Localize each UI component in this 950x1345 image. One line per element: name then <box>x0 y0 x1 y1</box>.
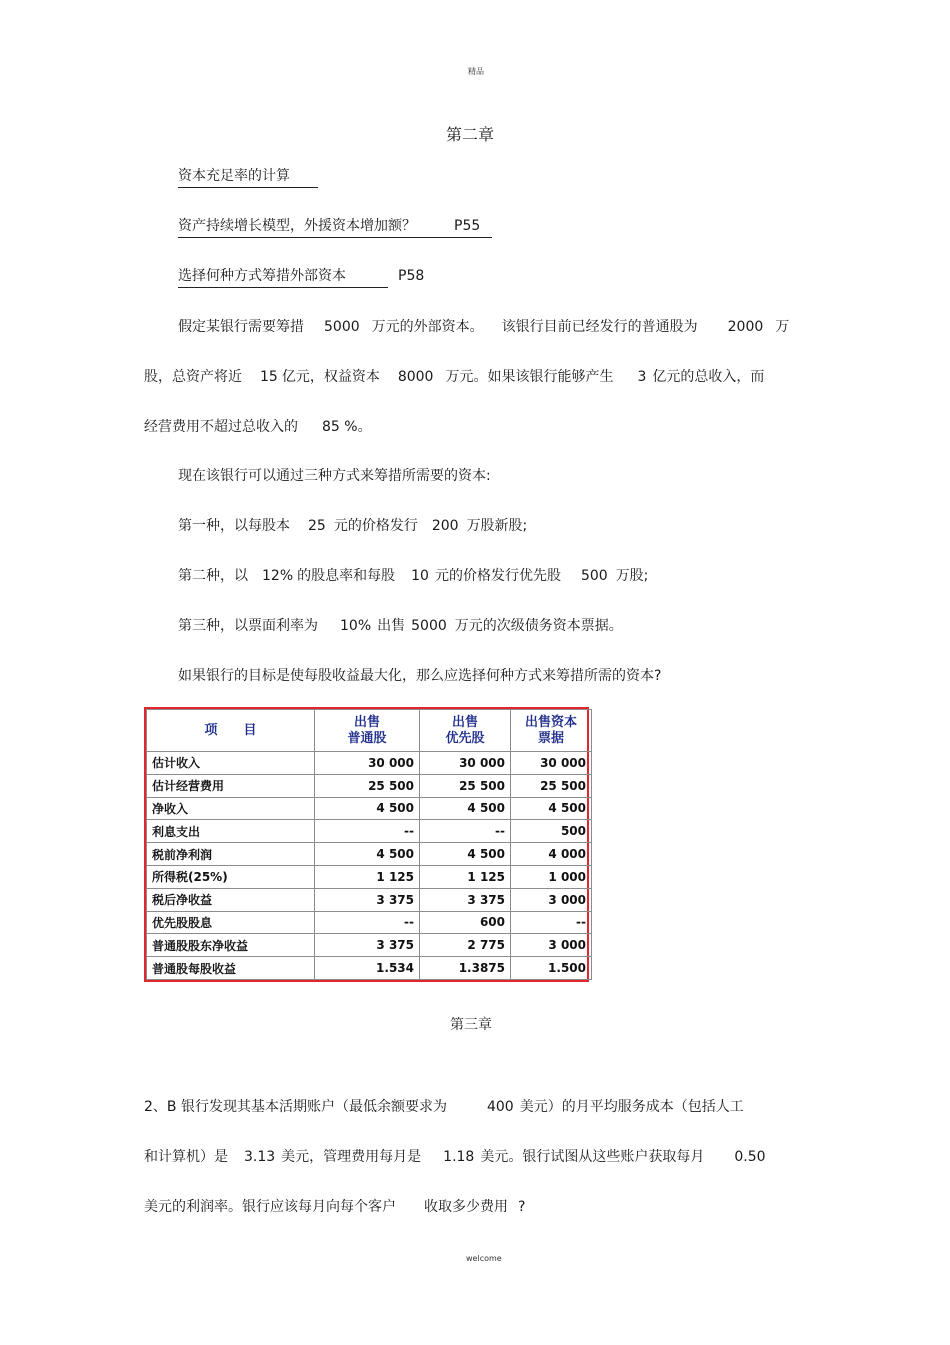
amount: 400 <box>486 1099 514 1115</box>
table-row <box>147 843 592 866</box>
text: 万元。如果该银行能够产生 <box>445 369 614 385</box>
text: 假定某银行需要筹措 <box>178 319 304 335</box>
text: ? <box>518 1199 526 1215</box>
text: 收取多少费用 <box>424 1199 508 1215</box>
para2: 现在该银行可以通过三种方式来筹措所需要的资本: <box>178 468 491 484</box>
row-value: 30 000 <box>420 752 511 775</box>
para1-line3 <box>144 416 372 436</box>
financing-comparison-table <box>144 707 589 982</box>
row-value: 1 125 <box>420 865 511 888</box>
text: 2、B 银行发现其基本活期账户（最低余额要求为 <box>144 1099 447 1115</box>
amount: 10% <box>340 618 372 634</box>
row-value: 4 500 <box>315 797 420 820</box>
row-value: 1 125 <box>315 865 420 888</box>
topic-text: 资本充足率的计算 <box>178 168 290 184</box>
row-value: -- <box>315 911 420 934</box>
table-row <box>147 820 592 843</box>
amount: 8000 <box>397 369 434 385</box>
header-preferred-stock: 出售 优先股 <box>420 710 511 752</box>
header-item: 项 目 <box>147 710 315 752</box>
text: 万股; <box>615 568 649 584</box>
topic-ref: P58 <box>398 268 425 284</box>
amount: 3 <box>637 369 647 385</box>
table-row <box>147 752 592 775</box>
amount: 2000 <box>727 319 764 335</box>
row-value: 25 500 <box>420 774 511 797</box>
topic-growth-model <box>178 215 492 238</box>
amount: 5000 <box>324 319 360 335</box>
row-value: 1.3875 <box>420 957 511 980</box>
text: 万 <box>775 319 790 335</box>
chapter-3-title: 第三章 <box>450 1017 492 1033</box>
text: 万元的次级债务资本票据。 <box>454 618 623 634</box>
row-value: 4 500 <box>420 797 511 820</box>
text: 经营费用不超过总收入的 <box>144 419 298 435</box>
q2-line3 <box>144 1196 525 1216</box>
option-2 <box>178 565 648 585</box>
header-capital-notes: 出售资本 票据 <box>511 710 592 752</box>
row-value: 1.500 <box>511 957 592 980</box>
amount: 12% <box>262 568 294 584</box>
topic-text: 资产持续增长模型，外援资本增加额？ <box>178 218 416 234</box>
para1-line2 <box>144 366 764 386</box>
amount: 10 <box>411 568 429 584</box>
row-value: 600 <box>420 911 511 934</box>
row-value: 4 000 <box>511 843 592 866</box>
table-row <box>147 774 592 797</box>
text: 和计算机）是 <box>144 1149 228 1165</box>
row-value: 25 500 <box>511 774 592 797</box>
text: 美元）的月平均服务成本（包括人工 <box>519 1099 744 1115</box>
topic-text: 选择何种方式筹措外部资本 <box>178 265 388 288</box>
row-value: 500 <box>511 820 592 843</box>
row-value: 3 375 <box>420 888 511 911</box>
amount: 25 <box>308 518 326 534</box>
amount: 200 <box>431 518 459 534</box>
chapter-2-title: 第二章 <box>446 125 495 144</box>
text: 第一种，以每股本 <box>178 518 290 534</box>
amount: 0.50 <box>734 1149 766 1165</box>
page-header: 精品 <box>468 67 484 76</box>
row-value: -- <box>420 820 511 843</box>
q2-line1 <box>144 1096 744 1116</box>
text: 亿元，权益资本 <box>281 369 380 385</box>
text: 第二种，以 <box>178 568 248 584</box>
row-label: 所得税(25%) <box>147 865 315 888</box>
row-label: 税后净收益 <box>147 888 315 911</box>
row-label: 普通股每股收益 <box>147 957 315 980</box>
text: 万元的外部资本。 <box>371 319 484 335</box>
row-value: -- <box>511 911 592 934</box>
table-row <box>147 888 592 911</box>
row-label: 利息支出 <box>147 820 315 843</box>
text: 美元。银行试图从这些账户获取每月 <box>480 1149 705 1165</box>
text: 股，总资产将近 <box>144 369 242 385</box>
amount: 15 <box>260 369 278 385</box>
amount: 5000 <box>411 618 447 634</box>
amount: 500 <box>580 568 608 584</box>
text: 该银行目前已经发行的普通股为 <box>501 319 698 335</box>
question: 如果银行的目标是使每股收益最大化，那么应选择何种方式来筹措所需的资本? <box>178 668 662 684</box>
text: 美元，管理费用每月是 <box>281 1149 422 1165</box>
text: 亿元的总收入，而 <box>652 369 765 385</box>
row-value: 4 500 <box>420 843 511 866</box>
amount: 85 %。 <box>322 419 372 435</box>
table-row <box>147 957 592 980</box>
text: 出售 <box>377 618 406 634</box>
amount: 3.13 <box>244 1149 276 1165</box>
row-label: 净收入 <box>147 797 315 820</box>
table-row <box>147 934 592 957</box>
row-label: 估计经营费用 <box>147 774 315 797</box>
row-value: 25 500 <box>315 774 420 797</box>
row-label: 估计收入 <box>147 752 315 775</box>
amount: 1.18 <box>443 1149 475 1165</box>
row-value: 3 000 <box>511 888 592 911</box>
row-value: 1.534 <box>315 957 420 980</box>
table-row <box>147 911 592 934</box>
row-label: 普通股股东净收益 <box>147 934 315 957</box>
row-value: 30 000 <box>511 752 592 775</box>
topic-ref: P55 <box>454 218 481 234</box>
row-value: -- <box>315 820 420 843</box>
text: 万股新股; <box>466 518 528 534</box>
text: 美元的利润率。银行应该每月向每个客户 <box>144 1199 396 1215</box>
para1-line1 <box>178 316 789 336</box>
text: 元的价格发行 <box>333 518 418 534</box>
topic-capital-ratio <box>178 165 318 188</box>
option-3 <box>178 615 623 635</box>
row-value: 2 775 <box>420 934 511 957</box>
text: 第三种，以票面利率为 <box>178 618 318 634</box>
topic-external-capital <box>178 265 424 288</box>
row-value: 3 000 <box>511 934 592 957</box>
page-footer: welcome <box>466 1254 502 1263</box>
row-value: 3 375 <box>315 888 420 911</box>
table-row <box>147 865 592 888</box>
header-common-stock: 出售 普通股 <box>315 710 420 752</box>
row-value: 4 500 <box>511 797 592 820</box>
row-label: 优先股股息 <box>147 911 315 934</box>
text: 元的价格发行优先股 <box>434 568 561 584</box>
table-header-row <box>147 710 592 752</box>
row-value: 30 000 <box>315 752 420 775</box>
text: 的股息率和每股 <box>297 568 396 584</box>
row-value: 4 500 <box>315 843 420 866</box>
row-value: 1 000 <box>511 865 592 888</box>
option-1 <box>178 515 527 535</box>
row-label: 税前净利润 <box>147 843 315 866</box>
q2-line2 <box>144 1146 766 1166</box>
row-value: 3 375 <box>315 934 420 957</box>
table-row <box>147 797 592 820</box>
